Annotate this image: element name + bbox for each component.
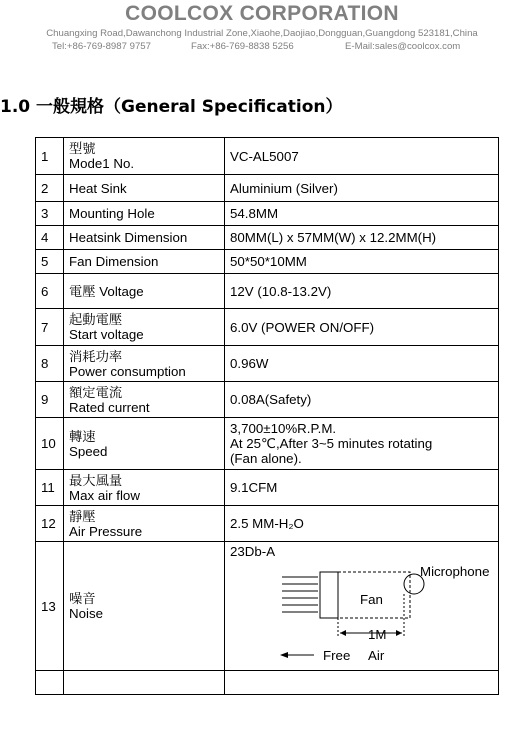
noise-value: 23Db-A [230, 544, 276, 559]
row-number: 13 [36, 542, 64, 671]
fan-front-box [320, 572, 338, 618]
item-en: Noise [69, 606, 103, 621]
item-en: Rated current [69, 399, 150, 415]
table-row [36, 274, 499, 309]
empty-cell [64, 671, 225, 695]
value-line: 12V (10.8-13.2V) [230, 283, 332, 299]
item-en: Start voltage [69, 327, 144, 342]
value-cell [225, 202, 499, 226]
table-row [36, 175, 499, 202]
distance-arrow-right-head [396, 630, 402, 636]
item-cell [64, 138, 225, 175]
row-number: 1 [36, 138, 64, 175]
free-label: Free [323, 648, 351, 663]
value-cell [225, 542, 499, 671]
table-row [36, 309, 499, 346]
item-zh: 起動電壓 [69, 312, 123, 327]
section-heading: 1.0 一般規格（General Specification） [0, 97, 343, 117]
row-number: 2 [36, 175, 64, 202]
value-cell [225, 418, 499, 470]
row-number: 3 [36, 202, 64, 226]
noise-test-diagram [230, 542, 493, 669]
value-line: 9.1CFM [230, 480, 278, 495]
row-number: 7 [36, 309, 64, 346]
value-cell [225, 138, 499, 175]
item-cell [64, 542, 225, 671]
item-cell [64, 470, 225, 506]
value-cell [225, 226, 499, 250]
distance-label: 1M [368, 627, 387, 642]
item-en: Heat Sink [69, 180, 127, 196]
company-address: Chuangxing Road,Dawanchong Industrial Zone,Xiaohe,Daojiao,Dongguan,Guangdong 523181,China [46, 28, 478, 39]
item-en: Speed [69, 443, 108, 459]
value-line: At 25℃,After 3~5 minutes rotating [230, 436, 433, 451]
value-line: 54.8MM [230, 206, 279, 221]
value-line: 80MM(L) x 57MM(W) x 12.2MM(H) [230, 230, 437, 245]
value-line: 3,700±10%R.P.M. [230, 421, 337, 436]
value-cell [225, 250, 499, 274]
row-number: 4 [36, 226, 64, 250]
value-cell [225, 175, 499, 202]
table-row [36, 250, 499, 274]
item-cell [64, 226, 225, 250]
item-en: Fan Dimension [69, 254, 159, 269]
value-line: (Fan alone). [230, 451, 302, 466]
item-cell [64, 175, 225, 202]
item-cell [64, 418, 225, 470]
row-number: 6 [36, 274, 64, 309]
table-row [36, 202, 499, 226]
air-label: Air [368, 648, 385, 663]
table-row-empty [36, 671, 499, 695]
value-cell [225, 346, 499, 382]
table-row [36, 382, 499, 418]
empty-cell [225, 671, 499, 695]
item-zh: 消耗功率 [69, 348, 123, 364]
table-row-noise [36, 542, 499, 671]
company-fax: Fax:+86-769-8838 5256 [191, 41, 294, 52]
value-line: 6.0V (POWER ON/OFF) [230, 319, 375, 335]
item-en: Air Pressure [69, 523, 143, 539]
item-zh: 最大風量 [69, 472, 123, 488]
item-en: Mode1 No. [69, 156, 135, 171]
item-en: Heatsink Dimension [69, 230, 188, 245]
value-line: 0.96W [230, 356, 269, 371]
fan-label: Fan [360, 592, 383, 607]
free-air-arrow-head [280, 652, 288, 658]
item-cell [64, 506, 225, 542]
item-cell [64, 309, 225, 346]
item-en: Max air flow [69, 487, 140, 503]
item-en: Power consumption [69, 363, 186, 379]
row-number: 9 [36, 382, 64, 418]
row-number: 5 [36, 250, 64, 274]
microphone-label: Microphone [420, 564, 490, 579]
item-zh: 轉速 [69, 428, 96, 444]
value-line: 50*50*10MM [230, 254, 307, 269]
spec-table [35, 137, 499, 695]
table-row [36, 418, 499, 470]
item-zh: 型號 [69, 141, 96, 156]
item-cell [64, 274, 225, 309]
table-row [36, 226, 499, 250]
table-row [36, 346, 499, 382]
company-email: E-Mail:sales@coolcox.com [345, 41, 461, 52]
distance-arrow-left-head [340, 630, 346, 636]
item-cell [64, 382, 225, 418]
value-cell [225, 274, 499, 309]
table-row [36, 506, 499, 542]
item-zh: 靜壓 [69, 508, 96, 524]
company-name: COOLCOX CORPORATION [125, 2, 399, 25]
item-cell [64, 202, 225, 226]
value-line: VC-AL5007 [230, 148, 299, 164]
value-cell [225, 506, 499, 542]
value-cell [225, 470, 499, 506]
value-line: Aluminium (Silver) [230, 180, 338, 196]
value-line: 2.5 MM-H₂O [230, 516, 304, 531]
row-number: 11 [36, 470, 64, 506]
value-line: 0.08A(Safety) [230, 392, 312, 407]
empty-cell [36, 671, 64, 695]
row-number: 12 [36, 506, 64, 542]
row-number: 8 [36, 346, 64, 382]
item-zh: 噪音 [69, 591, 96, 606]
item-cell [64, 250, 225, 274]
company-tel: Tel:+86-769-8987 9757 [52, 41, 151, 52]
value-cell [225, 309, 499, 346]
item-zh: 額定電流 [69, 384, 123, 400]
row-number: 10 [36, 418, 64, 470]
table-row [36, 138, 499, 175]
table-row [36, 470, 499, 506]
item-en: Mounting Hole [69, 206, 155, 221]
item-cell [64, 346, 225, 382]
item-en: 電壓 Voltage [69, 283, 144, 299]
value-cell [225, 382, 499, 418]
